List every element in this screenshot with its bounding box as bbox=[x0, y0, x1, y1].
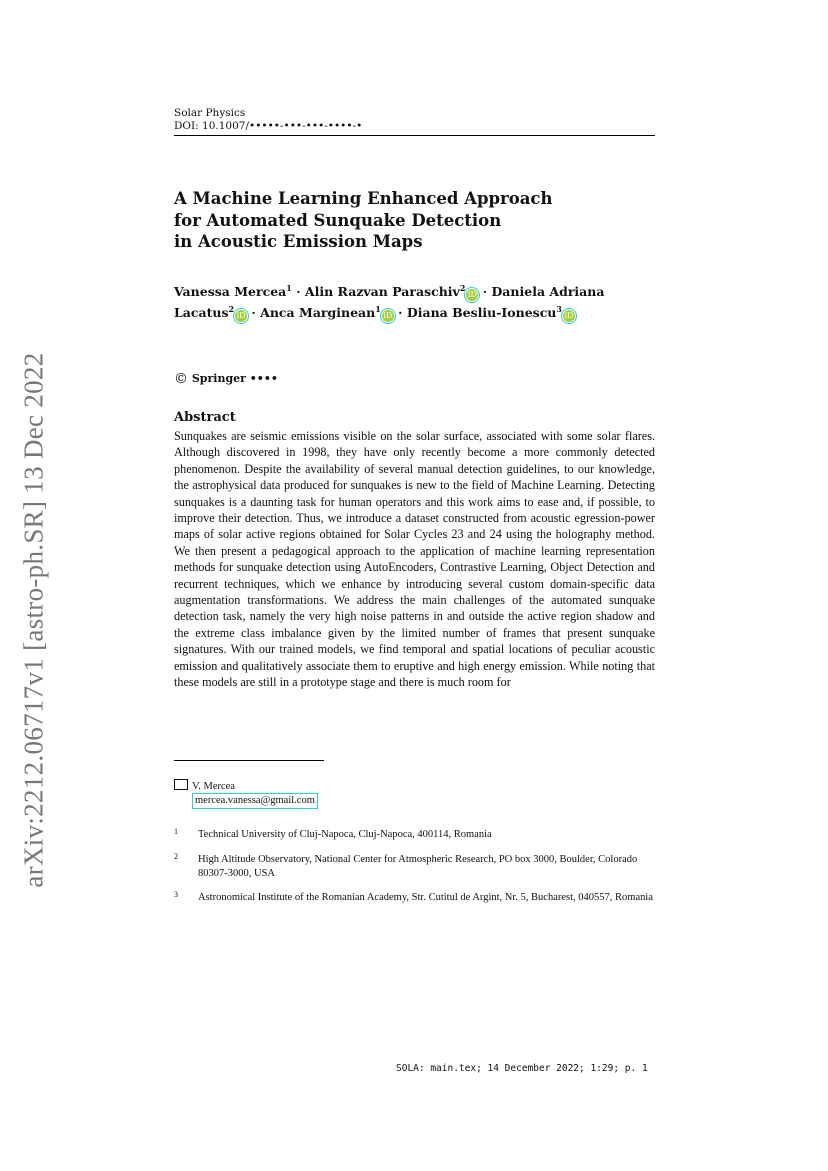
abstract-heading: Abstract bbox=[174, 410, 236, 425]
copyright bbox=[174, 371, 278, 387]
affiliation-num: 2 bbox=[174, 852, 178, 861]
footnote-rule bbox=[174, 760, 324, 761]
author-list: Vanessa Mercea$^1$ · Alin Razvan Paraschiv$^2$iD · Daniela Adriana Lacatus$^2$iD · Anca Marginean$^1$iD · Diana Besliu-Ionescu$^3$iD bbox=[174, 283, 605, 321]
orcid-icon[interactable]: iD bbox=[564, 311, 574, 321]
affiliation-num: 1 bbox=[174, 827, 178, 836]
orcid-icon[interactable]: iD bbox=[383, 311, 393, 321]
arxiv-sidebar bbox=[12, 340, 56, 900]
title-line: for Automated Sunquake Detection bbox=[174, 210, 502, 230]
affiliation-text: Technical University of Cluj-Napoca, Cluj-Napoca, 400114, Romania bbox=[198, 829, 492, 840]
abstract-text: Sunquakes are seismic emissions visible on the solar surface, associated with some solar flares. Although discovered in 1998, they have only recently become a more commonly detected phenomenon. Despite the availability of several manual detection guidelines, to our knowledge, the astrophysical data produced for sunquakes is new to the field of Machine Learning. Detecting sunquakes is a daunting task for human operators and this work aims to ease and, if possible, to improve their detection. Thus, we introduce a dataset constructed from acoustic egression-power maps of solar active regions obtained for Solar Cycles 23 and 24 using the holography method. We then present a pedagogical approach to the application of machine learning representation methods for sunquake detection using AutoEncoders, Contrastive Learning, Object Detection and recurrent techniques, which we enhance by introducing several custom domain-specific data augmentation transformations. We address the main challenges of the automated sunquake detection task, namely the very high noise patterns in and outside the active region shadow and the extreme class imbalance given by the limited number of frames that present sunquake signatures. With our trained models, we find temporal and spatial locations of peculiar acoustic emission and qualitatively associate them to eruptive and high energy emission. While noting that these models are still in a prototype stage and there is much room for bbox=[174, 429, 655, 690]
affiliation-text: Astronomical Institute of the Romanian Academy, Str. Cutitul de Argint, Nr. 5, Bucharest, 040557, Romania bbox=[198, 892, 653, 903]
title-line: in Acoustic Emission Maps bbox=[174, 232, 423, 251]
author-sup: 3 bbox=[556, 304, 562, 315]
author-name: Anca Marginean bbox=[260, 305, 376, 321]
author-name: Vanessa Mercea bbox=[174, 284, 287, 300]
journal-header bbox=[174, 107, 362, 133]
header-rule bbox=[174, 135, 655, 136]
author-sup: 2 bbox=[228, 304, 235, 315]
orcid-icon[interactable]: iD bbox=[467, 290, 477, 300]
arxiv-id: arXiv:2212.06717v1 [astro-ph.SR] 13 Dec 2022 bbox=[18, 352, 49, 888]
paper-title bbox=[174, 188, 654, 253]
author-sup: 1 bbox=[375, 304, 381, 315]
author-name: Alin Razvan Paraschiv bbox=[304, 284, 460, 300]
affiliation bbox=[174, 891, 655, 905]
corr-name: V. Mercea bbox=[192, 781, 235, 792]
affiliation bbox=[174, 853, 655, 881]
author-sup: 1 bbox=[286, 283, 292, 293]
copyright-icon: © bbox=[174, 371, 188, 387]
author-name: Diana Besliu-Ionescu bbox=[406, 305, 557, 321]
title-line: A Machine Learning Enhanced Approach bbox=[174, 189, 553, 208]
author-name: Daniela Adriana Lacatus bbox=[174, 284, 605, 321]
email-link[interactable]: mercea.vanessa@gmail.com bbox=[195, 795, 315, 806]
journal-doi: DOI: 10.1007/•••••-•••-•••-••••-• bbox=[174, 120, 363, 132]
envelope-icon bbox=[174, 779, 188, 790]
correspondence bbox=[174, 779, 317, 808]
affiliation-text: High Altitude Observatory, National Center for Atmospheric Research, PO box 3000, Boulder, Colorado 80307-3000, USA bbox=[198, 854, 638, 879]
orcid-icon[interactable]: iD bbox=[236, 311, 246, 321]
affiliation bbox=[174, 828, 655, 842]
author-sup: 2 bbox=[459, 283, 466, 293]
affiliation-num: 3 bbox=[174, 890, 178, 899]
journal-name: Solar Physics bbox=[174, 107, 246, 119]
page-footer: SOLA: main.tex; 14 December 2022; 1:29; p. 1 bbox=[396, 1063, 648, 1074]
copyright-text: Springer •••• bbox=[191, 372, 278, 385]
